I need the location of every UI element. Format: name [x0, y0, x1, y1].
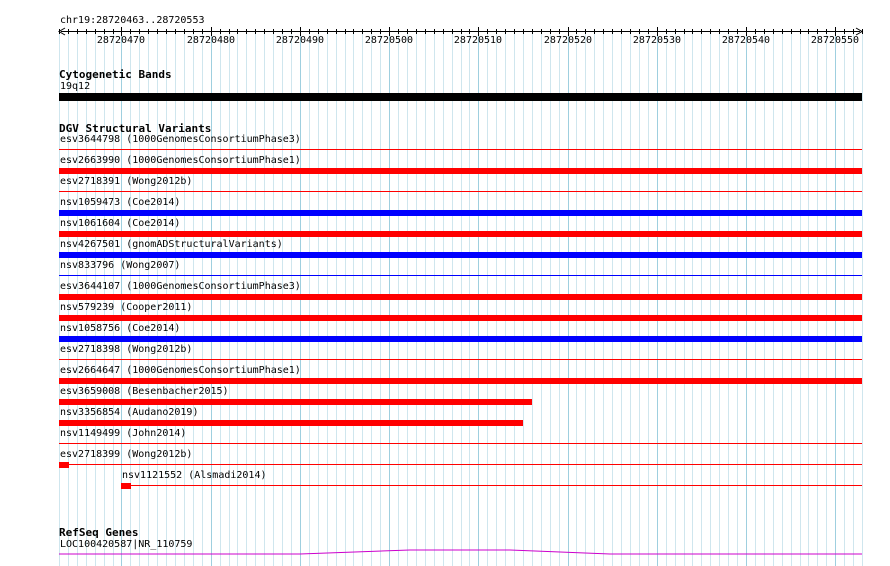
refseq-gene-label[interactable]: LOC100420587|NR_110759 [60, 539, 193, 550]
ruler-tick-label: 28720470 [96, 35, 146, 46]
refseq-track-title: RefSeq Genes [59, 526, 139, 539]
dgv-feature-line[interactable] [59, 443, 862, 444]
ruler-tick-label: 28720500 [364, 35, 414, 46]
dgv-feature-label[interactable]: esv3659008 (Besenbacher2015) [60, 386, 229, 397]
dgv-feature-label[interactable]: esv2664647 (1000GenomesConsortiumPhase1) [60, 365, 301, 376]
dgv-track-title: DGV Structural Variants [59, 122, 212, 135]
dgv-feature-label[interactable]: esv3644107 (1000GenomesConsortiumPhase3) [60, 281, 301, 292]
dgv-feature-label[interactable]: nsv833796 (Wong2007) [60, 260, 181, 271]
dgv-feature-bar[interactable] [121, 483, 131, 489]
location-label: chr19:28720463..28720553 [60, 15, 205, 26]
dgv-feature-bar[interactable] [59, 399, 532, 405]
ruler-tick-label: 28720520 [543, 35, 593, 46]
dgv-feature-label[interactable]: nsv1059473 (Coe2014) [60, 197, 181, 208]
dgv-feature-line[interactable] [59, 149, 862, 150]
dgv-feature-label[interactable]: nsv579239 (Cooper2011) [60, 302, 193, 313]
dgv-feature-bar[interactable] [59, 336, 862, 342]
ruler-tick-label: 28720550 [810, 35, 860, 46]
dgv-feature-label[interactable]: esv2718399 (Wong2012b) [60, 449, 193, 460]
dgv-feature-line[interactable] [59, 275, 862, 276]
dgv-feature-label[interactable]: esv2663990 (1000GenomesConsortiumPhase1) [60, 155, 301, 166]
dgv-feature-label[interactable]: nsv4267501 (gnomADStructuralVariants) [60, 239, 283, 250]
dgv-feature-label[interactable]: esv2718391 (Wong2012b) [60, 176, 193, 187]
ruler-tick-label: 28720530 [632, 35, 682, 46]
dgv-feature-bar[interactable] [59, 168, 862, 174]
ruler-tick-label: 28720540 [721, 35, 771, 46]
ruler-tick-label: 28720490 [275, 35, 325, 46]
dgv-feature-line[interactable] [59, 359, 862, 360]
cytoband-bar[interactable] [59, 93, 862, 101]
dgv-feature-bar[interactable] [59, 315, 862, 321]
ruler-tick-label: 28720510 [453, 35, 503, 46]
coordinate-ruler[interactable] [0, 0, 890, 60]
dgv-feature-bar[interactable] [59, 252, 862, 258]
cytoband-track-title: Cytogenetic Bands [59, 68, 172, 81]
dgv-feature-bar[interactable] [59, 294, 862, 300]
refseq-gene-line [59, 550, 862, 554]
dgv-feature-line[interactable] [59, 191, 862, 192]
dgv-feature-label[interactable]: nsv1061604 (Coe2014) [60, 218, 181, 229]
refseq-gene-glyph[interactable] [0, 545, 890, 561]
dgv-feature-bar[interactable] [59, 231, 862, 237]
dgv-feature-bar[interactable] [59, 378, 862, 384]
dgv-feature-label[interactable]: nsv1121552 (Alsmadi2014) [122, 470, 267, 481]
dgv-feature-bar[interactable] [59, 210, 862, 216]
dgv-feature-label[interactable]: nsv1058756 (Coe2014) [60, 323, 181, 334]
dgv-feature-label[interactable]: nsv1149499 (John2014) [60, 428, 187, 439]
dgv-feature-line[interactable] [59, 464, 862, 465]
dgv-feature-bar[interactable] [59, 462, 69, 468]
dgv-feature-label[interactable]: esv2718398 (Wong2012b) [60, 344, 193, 355]
cytoband-label: 19q12 [60, 81, 91, 92]
dgv-feature-label[interactable]: nsv3356854 (Audano2019) [60, 407, 199, 418]
ruler-tick-label: 28720480 [186, 35, 236, 46]
dgv-feature-label[interactable]: esv3644798 (1000GenomesConsortiumPhase3) [60, 134, 301, 145]
dgv-feature-bar[interactable] [59, 420, 523, 426]
dgv-feature-line[interactable] [121, 485, 862, 486]
